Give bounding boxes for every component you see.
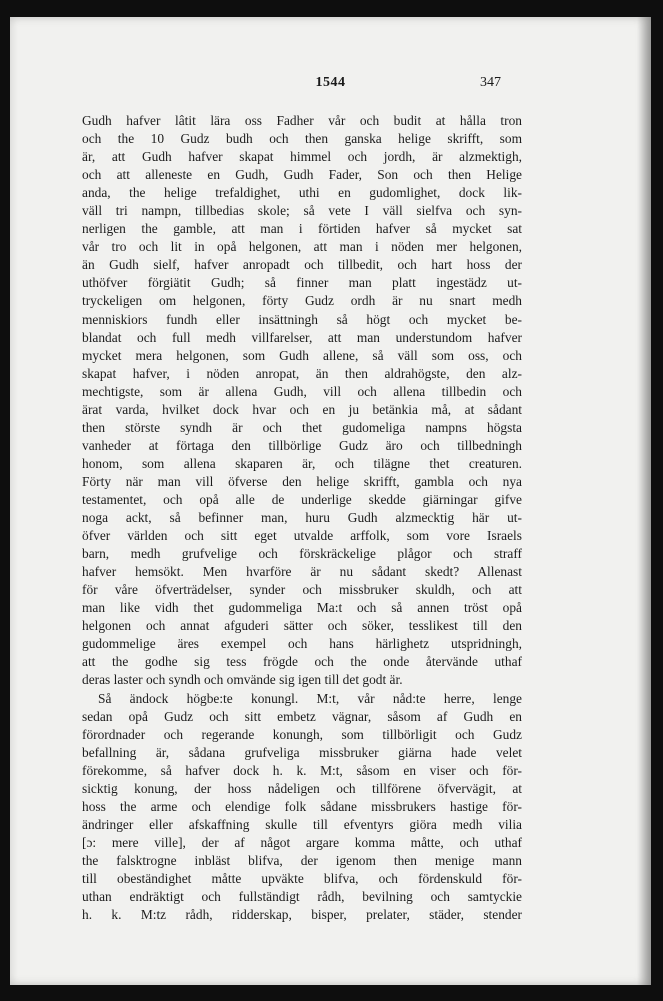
text-line: skapat hafver, i nöden anropat, än then aldrahögste, den alz- xyxy=(82,365,522,381)
text-line: väll tri nampn, tillbedias skole; så vete I väll sielfva och syn- xyxy=(82,203,522,219)
text-line: ändringer eller afskaffning skulle till efventyrs giöra medh vilia xyxy=(82,816,522,832)
text-line: vår tro och lit in opå helgonen, att man i nöden mer helgonen, xyxy=(82,239,522,255)
text-line: förordnader och regerande konungh, som tillbörligit och Gudz xyxy=(82,726,522,742)
text-line: testamentet, och opå alle de underlige skedde giärningar gifve xyxy=(82,491,522,507)
text-line: ärat varda, hvilket dock hvar och en ju betänkia må, at sådant xyxy=(82,401,522,417)
text-line: then störste syndh är och thet gudomeliga nampns högsta xyxy=(82,419,522,435)
text-line: anda, the helige trefaldighet, uthi en gudomlighet, dock lik- xyxy=(82,185,522,201)
text-line: honom, som allena skaparen är, och tilägne thet creaturen. xyxy=(82,455,522,471)
text-line: tryckeligen om helgonen, förty Gudz ordh är nu snart medh xyxy=(82,293,522,309)
text-line: Förty när man vill öfverse den helige skrifft, gambla och nya xyxy=(82,473,522,489)
text-line: vanheder at förtaga den tillbörlige Gudz äro och tillbedningh xyxy=(82,437,522,453)
text-line: noga ackt, så befinner man, huru Gudh alzmecktig här ut- xyxy=(82,510,522,526)
text-line: barn, medh grufvelige och förskräckelige plågor och straff xyxy=(82,546,522,562)
text-line: för våre öfverträdelser, synder och missbruker skuldh, och att xyxy=(82,582,522,598)
text-line: öfver världen och sitt eget utvalde arffolk, som vore Israels xyxy=(82,528,522,544)
text-line: nerligen the gamble, att man i förtiden hafver så mycket sat xyxy=(82,221,522,237)
text-line: sicktig konung, der hoss nådeligen och tillförene öfvervägit, at xyxy=(82,780,522,796)
text-line: och the 10 Gudz budh och then ganska helige skrifft, som xyxy=(82,131,522,147)
text-line: uthöfver förgiätit Gudh; så finner man platt ingestädz ut- xyxy=(82,275,522,291)
text-line: [ɔ: mere ville], der af något argare komma måtte, och uthaf xyxy=(82,834,522,850)
text-line: Gudh hafver lâtit lära oss Fadher vår och budit at hålla tron xyxy=(82,113,522,128)
text-line: man like vidh thet gudommeliga Ma:t och så annen tröst opå xyxy=(82,600,522,616)
text-line: helgonen och annat afguderi sätter och söker, tesslikest till den xyxy=(82,618,522,634)
text-line: förekomme, så hafver dock h. k. M:t, såsom en viser och för- xyxy=(82,762,522,778)
text-line: deras laster och syndh och omvände sig igen till det godt är. xyxy=(82,672,403,688)
text-line: befallning är, sådana grufveliga missbruker giärna hade velet xyxy=(82,744,522,760)
text-line: att the godhe sig tess frögde och the onde återvände uthaf xyxy=(82,654,522,670)
text-line: the falsktrogne inbläst blifva, der igenom then menige mann xyxy=(82,852,522,868)
text-line: sedan opå Gudz och sitt embetz vägnar, såsom af Gudh en xyxy=(82,708,522,724)
text-line: än Gudh sielf, hafver anropadt och tillbedit, och hart hoss der xyxy=(82,257,522,273)
text-line: mycket mera helgonen, som Gudh allene, så väll som oss, och xyxy=(82,347,522,363)
text-line: hafver hemsökt. Men hvarföre är nu sådant skedt? Allenast xyxy=(82,564,522,580)
text-line: är, att Gudh hafver skapat himmel och jordh, är alzmektigh, xyxy=(82,149,522,165)
page-edge-shadow xyxy=(637,17,651,985)
text-line: mechtigste, som är allena Gudh, vill och allena tillbedin och xyxy=(82,383,522,399)
page-number: 347 xyxy=(480,75,501,90)
text-line: till obeständighet måtte upväkte blifva, och fördenskuld för- xyxy=(82,870,522,886)
text-line: gudommelige äres exempel och hans härlighetz utspridningh, xyxy=(82,636,522,652)
text-line: Så ändock högbe:te konungl. M:t, vår nåd:te herre, lenge xyxy=(98,690,522,706)
text-line: blandat och full medh villfarelser, att man understundom hafver xyxy=(82,329,522,345)
body-text xyxy=(82,112,522,924)
text-line: h. k. M:tz rådh, ridderskap, bisper, prelater, städer, stender xyxy=(82,907,522,923)
text-line: hoss the arme och elendige folk sådane missbrukers hastige för- xyxy=(82,798,522,814)
running-head-year: 1544 xyxy=(315,75,346,90)
text-line: och att alleneste en Gudh, Gudh Fader, Son och then Helige xyxy=(82,167,522,183)
text-line: menniskiors fundh eller insättningh så högt och mycket be- xyxy=(82,311,522,327)
text-line: uthan endräktigt och fullständigt rådh, bevilning och samtyckie xyxy=(82,889,522,905)
scanned-page xyxy=(10,17,651,985)
